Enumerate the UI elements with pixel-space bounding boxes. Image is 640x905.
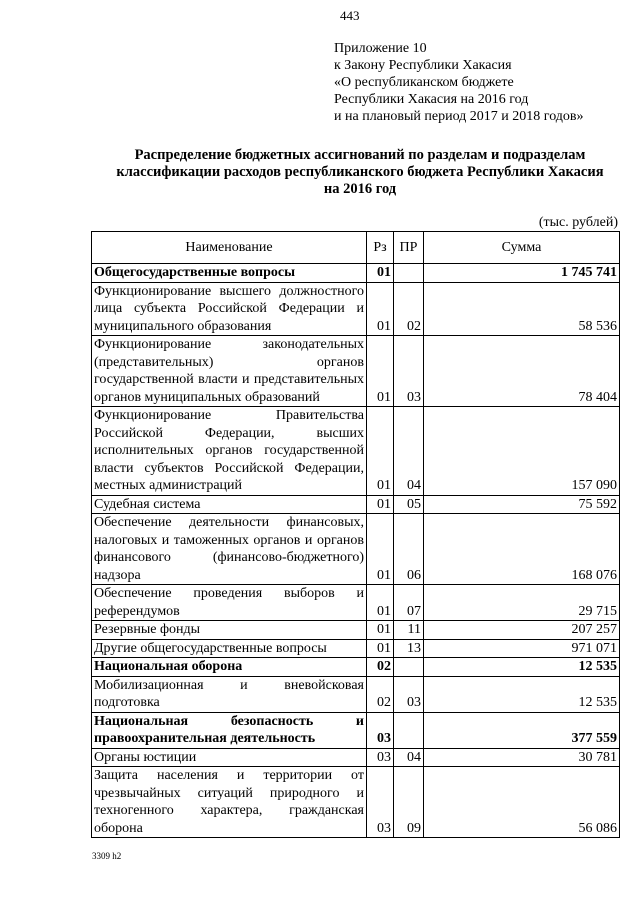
row-name-cell: Органы юстиции	[92, 748, 367, 767]
table-row	[92, 585, 620, 621]
row-rz-cell: 01	[367, 495, 394, 514]
table-row	[92, 748, 620, 767]
row-name-cell: Функционирование Правительства Российской Федерации, высших исполнительных органов государственной власти субъектов Российской Федерации, местных администраций	[92, 407, 367, 496]
footer-code: 3309 h2	[92, 851, 122, 861]
row-name-cell: Национальная оборона	[92, 658, 367, 677]
row-name-cell: Резервные фонды	[92, 621, 367, 640]
annex-line: и на плановый период 2017 и 2018 годов»	[334, 109, 584, 124]
row-rz-cell: 01	[367, 514, 394, 585]
row-sum-cell: 30 781	[424, 748, 620, 767]
row-rz-cell: 02	[367, 658, 394, 677]
row-sum-cell: 29 715	[424, 585, 620, 621]
row-rz-cell: 03	[367, 767, 394, 838]
header-sum: Сумма	[424, 232, 620, 264]
budget-table	[91, 231, 620, 838]
row-name-cell: Мобилизационная и вневойсковая подготовка	[92, 676, 367, 712]
row-name-cell: Обеспечение деятельности финансовых, налоговых и таможенных органов и органов финансового (финансово-бюджетного) надзора	[92, 514, 367, 585]
row-sum-cell: 12 535	[424, 658, 620, 677]
table-row	[92, 495, 620, 514]
table-row	[92, 264, 620, 283]
row-rz-cell: 03	[367, 712, 394, 748]
row-name-cell: Другие общегосударственные вопросы	[92, 639, 367, 658]
row-sum-cell: 157 090	[424, 407, 620, 496]
annex-header	[334, 40, 634, 125]
row-rz-cell: 01	[367, 407, 394, 496]
table-header-row	[92, 232, 620, 264]
table-row	[92, 514, 620, 585]
table-row	[92, 658, 620, 677]
units-label: (тыс. рублей)	[538, 215, 618, 230]
table-body	[92, 264, 620, 838]
row-sum-cell: 56 086	[424, 767, 620, 838]
row-pr-cell: 11	[394, 621, 424, 640]
row-name-cell: Функционирование высшего должностного лица субъекта Российской Федерации и муниципального образования	[92, 282, 367, 336]
row-pr-cell: 04	[394, 407, 424, 496]
row-pr-cell: 03	[394, 676, 424, 712]
document-title	[90, 147, 630, 198]
annex-line: Приложение 10	[334, 41, 427, 56]
title-line: на 2016 год	[323, 181, 397, 197]
row-rz-cell: 02	[367, 676, 394, 712]
row-pr-cell: 09	[394, 767, 424, 838]
row-name-cell: Национальная безопасность и правоохранительная деятельность	[92, 712, 367, 748]
annex-line: «О республиканском бюджете	[334, 75, 514, 90]
row-name-cell: Функционирование законодательных (представительных) органов государственной власти и представительных органов муниципальных образований	[92, 336, 367, 407]
row-pr-cell: 07	[394, 585, 424, 621]
row-pr-cell	[394, 712, 424, 748]
header-pr: ПР	[394, 232, 424, 264]
row-name-cell: Судебная система	[92, 495, 367, 514]
title-line: Распределение бюджетных ассигнований по разделам и подразделам	[134, 147, 586, 163]
row-rz-cell: 01	[367, 282, 394, 336]
row-pr-cell: 02	[394, 282, 424, 336]
row-sum-cell: 12 535	[424, 676, 620, 712]
row-sum-cell: 58 536	[424, 282, 620, 336]
row-pr-cell	[394, 658, 424, 677]
header-rz: Рз	[367, 232, 394, 264]
page-number: 443	[340, 8, 360, 23]
row-rz-cell: 03	[367, 748, 394, 767]
row-pr-cell	[394, 264, 424, 283]
row-sum-cell: 168 076	[424, 514, 620, 585]
row-sum-cell: 1 745 741	[424, 264, 620, 283]
row-sum-cell: 377 559	[424, 712, 620, 748]
row-pr-cell: 13	[394, 639, 424, 658]
row-pr-cell: 04	[394, 748, 424, 767]
row-rz-cell: 01	[367, 585, 394, 621]
row-rz-cell: 01	[367, 639, 394, 658]
table-row	[92, 767, 620, 838]
row-sum-cell: 971 071	[424, 639, 620, 658]
row-name-cell: Обеспечение проведения выборов и референдумов	[92, 585, 367, 621]
row-name-cell: Защита населения и территории от чрезвычайных ситуаций природного и техногенного характера, гражданская оборона	[92, 767, 367, 838]
annex-line: к Закону Республики Хакасия	[334, 58, 512, 73]
row-rz-cell: 01	[367, 621, 394, 640]
title-line: классификации расходов республиканского бюджета Республики Хакасия	[116, 164, 604, 180]
row-sum-cell: 78 404	[424, 336, 620, 407]
row-rz-cell: 01	[367, 336, 394, 407]
row-rz-cell: 01	[367, 264, 394, 283]
table-row	[92, 639, 620, 658]
table-row	[92, 621, 620, 640]
row-pr-cell: 03	[394, 336, 424, 407]
table-row	[92, 407, 620, 496]
annex-line: Республики Хакасия на 2016 год	[334, 92, 529, 107]
row-name-cell: Общегосударственные вопросы	[92, 264, 367, 283]
row-sum-cell: 207 257	[424, 621, 620, 640]
table-row	[92, 712, 620, 748]
table-row	[92, 282, 620, 336]
row-pr-cell: 05	[394, 495, 424, 514]
table-row	[92, 676, 620, 712]
row-pr-cell: 06	[394, 514, 424, 585]
table-row	[92, 336, 620, 407]
header-name: Наименование	[92, 232, 367, 264]
row-sum-cell: 75 592	[424, 495, 620, 514]
